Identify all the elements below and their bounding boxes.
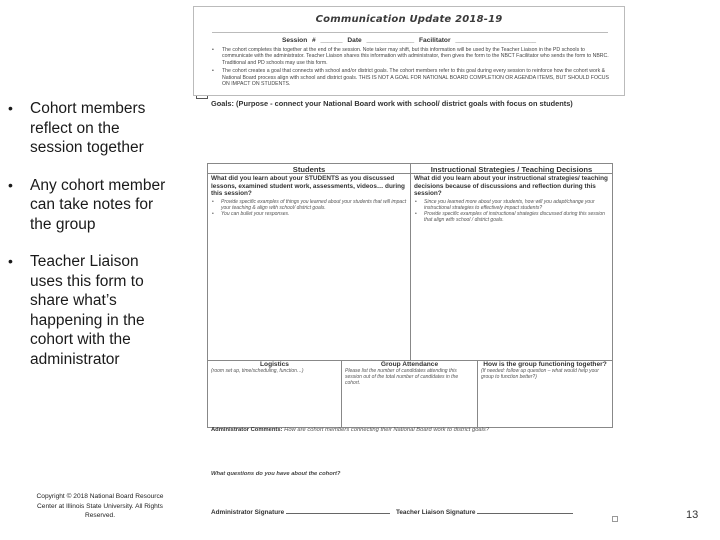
logistics-header: Logistics xyxy=(260,361,289,368)
prompt-item: • Provide specific examples of things you learned about your students that will impact your teaching & align with school/ district goals. xyxy=(212,198,407,211)
session-fields: Session # ______ Date _____________ Facilitator ______________________ xyxy=(281,37,537,44)
document-title: Communication Update 2018-19 xyxy=(315,14,503,25)
prompt-item: • You can bullet your responses. xyxy=(212,211,290,218)
bullet-dot: • xyxy=(8,176,13,193)
functioning-note: (If needed: follow up question – what would help your group to function better?) xyxy=(481,368,599,380)
bullet-item: • Cohort members reflect on the session together xyxy=(8,100,146,156)
functioning-cell[interactable] xyxy=(478,361,612,427)
admin-comments[interactable] xyxy=(211,427,611,433)
document-header-image xyxy=(193,6,625,96)
admin-signature-line xyxy=(286,513,390,514)
logistics-note: (room set up, time/scheduling, function…) xyxy=(211,368,304,374)
reflection-table xyxy=(207,163,613,428)
attendance-header: Group Attendance xyxy=(380,361,439,368)
admin-signature[interactable] xyxy=(211,509,390,516)
attendance-note: Please list the number of candidates attending this session out of the total number of candidates in the cohort. xyxy=(345,368,459,386)
cohort-question: What questions do you have about the cohort? xyxy=(211,471,341,477)
liaison-signature[interactable] xyxy=(396,509,573,516)
liaison-signature-line xyxy=(477,513,573,514)
admin-comments-prompt: How are cohort members connecting their National Board work to district goals? xyxy=(284,427,490,433)
bullet-list xyxy=(6,99,174,387)
logistics-cell[interactable] xyxy=(208,361,342,427)
bullet-dot: • xyxy=(8,253,13,269)
strategies-prompts xyxy=(411,199,612,224)
strategies-question: What did you learn about your instructional strategies/ teaching decisions because of discussions and reflection during this session? xyxy=(414,175,608,198)
strategies-header: Instructional Strategies / Teaching Decisions xyxy=(411,164,612,174)
functioning-header: How is the group functioning together? xyxy=(483,361,607,368)
title-divider xyxy=(212,32,608,33)
students-header: Students xyxy=(208,164,411,174)
instruction-item: • The cohort completes this together at the end of the session. Note taker may shift, but this information will be used by the Teacher Liaison in the PD schools to communicate with the administrator. Teacher Liaison shares this information with administrator, then gives the form to the NBCT Facilitator who sends the form to NBRC. Traditional and PD schools may use this form. xyxy=(212,47,609,66)
students-prompts xyxy=(208,199,410,218)
bullet-item: • Any cohort member can take notes for the group xyxy=(8,176,166,233)
instruction-item: • The cohort creates a goal that connects with school and/or district goals. The cohort members refer to this goal during every session to reinforce how the cohort work & National Board process align with school and district goals. THIS IS NOT A GOAL FOR NATIONAL BOARD COMPLETION OR AGENDA ITEMS, BUT SHOULD FOCUS ON IMPACT ON STUDENTS. xyxy=(212,68,609,88)
copyright-notice: Copyright © 2018 National Board Resource Center at Illinois State University. All Rights Reserved. xyxy=(36,493,164,520)
liaison-signature-label: Teacher Liaison Signature xyxy=(395,509,476,516)
prompt-item: • Since you learned more about your students, how will you adapt/change your instructional strategies to effectively impact students? xyxy=(415,198,595,211)
goals-heading: Goals: (Purpose - connect your National Board work with school/ district goals with focus on students) xyxy=(211,99,573,108)
students-cell[interactable] xyxy=(208,174,411,361)
bullet-item: • Teacher Liaison uses this form to share what’s happening in the cohort with the administrator xyxy=(8,253,145,368)
attendance-cell[interactable] xyxy=(342,361,478,427)
strategies-cell[interactable] xyxy=(411,174,612,361)
admin-signature-label: Administrator Signature xyxy=(211,509,285,516)
instruction-list xyxy=(210,47,612,89)
prompt-item: • Provide specific examples of instructional strategies discussed during this session that align with school / district goals. xyxy=(415,211,605,224)
signature-row xyxy=(211,509,611,516)
admin-comments-label: Administrator Comments: xyxy=(211,427,283,433)
resize-handle-icon xyxy=(612,516,618,522)
page-number: 13 xyxy=(686,509,699,521)
bullet-dot: • xyxy=(8,100,13,116)
students-question: What did you learn about your STUDENTS as you discussed lessons, examined student work, assessments, videos… during this session? xyxy=(211,175,405,198)
